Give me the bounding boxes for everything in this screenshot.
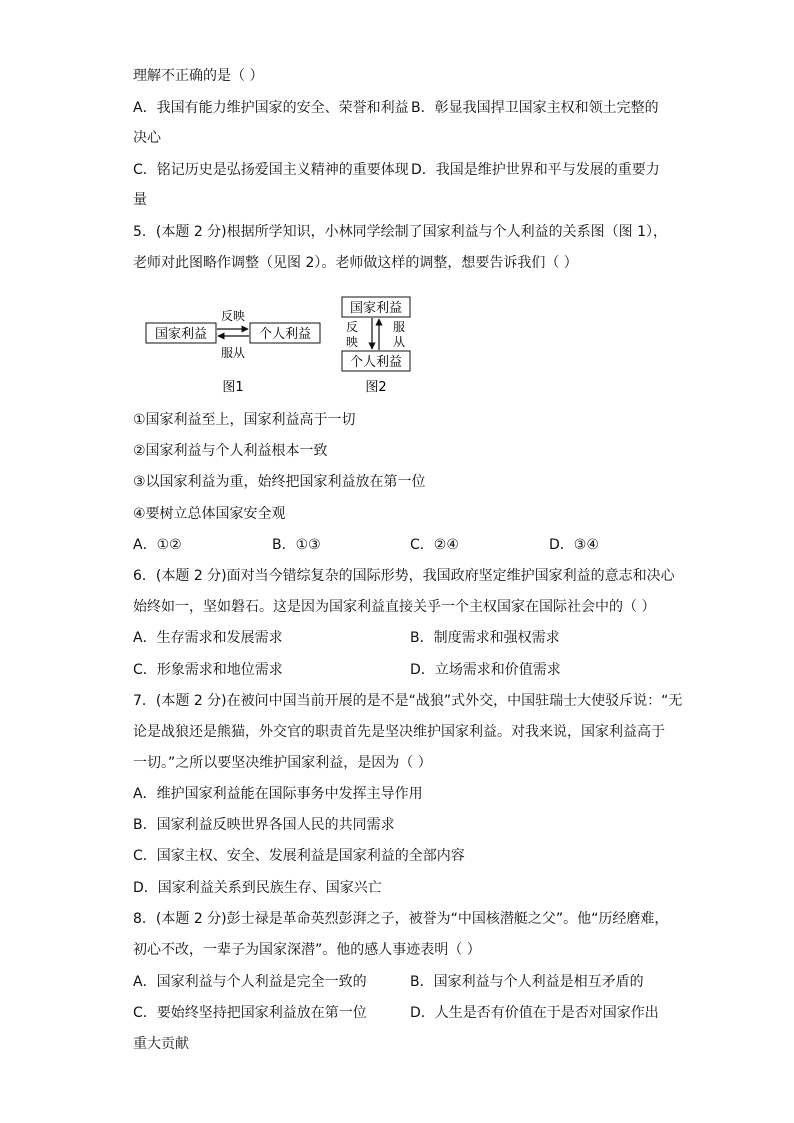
q4-stem-line: 理解不正确的是（ ） — [133, 68, 264, 84]
fig2-bottom-box-label: 个人利益 — [349, 355, 403, 370]
q7-option-c: C．国家主权、安全、发展利益是国家利益的全部内容 — [133, 848, 465, 864]
q8-option-a: A．国家利益与个人利益是完全一致的 — [133, 974, 367, 990]
q6-option-a: A．生存需求和发展需求 — [133, 630, 283, 646]
fig1-top-label: 反映 — [220, 309, 246, 323]
q6-option-d: D．立场需求和价值需求 — [410, 662, 561, 678]
q7-option-a: A．维护国家利益能在国际事务中发挥主导作用 — [133, 786, 423, 802]
q5-stem-line-1: 5．(本题 2 分)根据所学知识，小林同学绘制了国家利益与个人利益的关系图（图 1）， — [133, 224, 667, 240]
fig2-right-label-1: 服 — [392, 320, 406, 334]
fig2-left-label-1: 反 — [345, 320, 359, 334]
fig1-left-box-label: 国家利益 — [154, 327, 208, 342]
q5-statement-3: ③以国家利益为重，始终把国家利益放在第一位 — [133, 474, 426, 490]
q5-statement-2: ②国家利益与个人利益根本一致 — [133, 443, 328, 459]
q4-option-a: A．我国有能力维护国家的安全、荣誉和利益 — [133, 100, 409, 116]
q5-stem-line-2: 老师对此图略作调整（见图 2）。老师做这样的调整，想要告诉我们（ ） — [133, 255, 578, 271]
q8-stem-line-2: 初心不改，一辈子为国家深潜”。他的感人事迹表明（ ） — [133, 942, 481, 958]
fig2-top-box-label: 国家利益 — [349, 301, 403, 316]
q6-option-b: B．制度需求和强权需求 — [410, 630, 560, 646]
fig2-right-label-2: 从 — [392, 335, 406, 349]
fig2-caption: 图2 — [365, 380, 387, 395]
q5-relationship-diagram — [140, 296, 430, 400]
q7-option-b: B．国家利益反映世界各国人民的共同需求 — [133, 817, 395, 833]
q4-option-d: D．我国是维护世界和平与发展的重要力 — [411, 162, 660, 178]
fig1-bottom-label: 服从 — [220, 346, 246, 360]
q5-option-a: A．①② — [133, 537, 182, 553]
q7-stem-line-3: 一切。”之所以要坚决维护国家利益，是因为（ ） — [133, 755, 432, 771]
q8-option-d-continued: 重大贡献 — [133, 1036, 189, 1052]
q5-option-b: B．①③ — [272, 537, 321, 553]
q8-option-c: C．要始终坚持把国家利益放在第一位 — [133, 1005, 367, 1021]
q5-option-d: D．③④ — [549, 537, 599, 553]
q5-figure — [140, 296, 430, 400]
q4-option-c: C．铭记历史是弘扬爱国主义精神的重要体现 — [133, 162, 409, 178]
q8-option-d: D．人生是否有价值在于是否对国家作出 — [410, 1005, 659, 1021]
q5-statement-1: ①国家利益至上，国家利益高于一切 — [133, 412, 356, 428]
q7-stem-line-1: 7．(本题 2 分)在被问中国当前开展的是不是“战狼”式外交，中国驻瑞士大使驳斥说：“无 — [133, 693, 683, 709]
q7-option-d: D．国家利益关系到民族生存、国家兴亡 — [133, 880, 382, 896]
q4-option-b: B．彰显我国捍卫国家主权和领土完整的 — [411, 100, 659, 116]
q8-stem-line-1: 8．(本题 2 分)彭士禄是革命英烈彭湃之子，被誉为“中国核潜艇之父”。他“历经磨难， — [133, 911, 669, 927]
q6-option-c: C．形象需求和地位需求 — [133, 662, 283, 678]
q8-option-b: B．国家利益与个人利益是相互矛盾的 — [410, 974, 644, 990]
fig1-caption: 图1 — [222, 380, 244, 395]
q5-statement-4: ④要树立总体国家安全观 — [133, 506, 286, 522]
q7-stem-line-2: 论是战狼还是熊猫，外交官的职责首先是坚决维护国家利益。对我来说，国家利益高于 — [133, 724, 665, 740]
fig2-left-label-2: 映 — [345, 335, 359, 349]
q5-option-c: C．②④ — [410, 537, 459, 553]
q4-option-b-continued: 决心 — [133, 130, 161, 146]
q6-stem-line-1: 6．(本题 2 分)面对当今错综复杂的国际形势，我国政府坚定维护国家利益的意志和决心 — [133, 568, 675, 584]
q4-option-d-continued: 量 — [133, 192, 147, 208]
fig1-right-box-label: 个人利益 — [258, 327, 312, 342]
q6-stem-line-2: 始终如一，坚如磐石。这是因为国家利益直接关乎一个主权国家在国际社会中的（ ） — [133, 599, 656, 615]
